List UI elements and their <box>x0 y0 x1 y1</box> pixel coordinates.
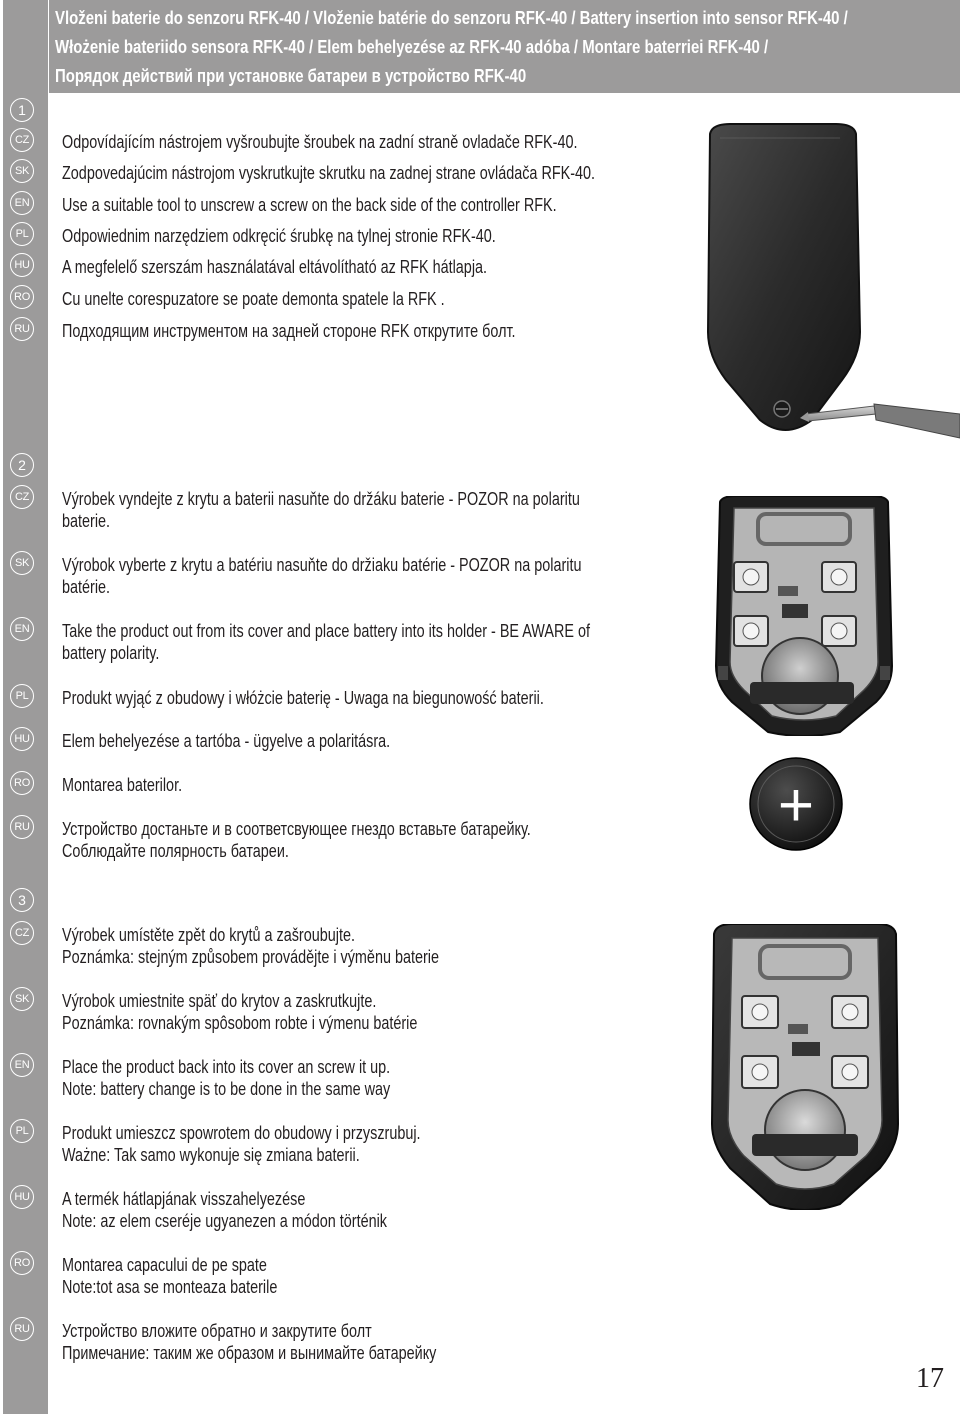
step-1-text-en: Use a suitable tool to unscrew a screw on the back side of the controller RFK. <box>62 195 557 215</box>
lang-badge-ru: RU <box>10 1317 34 1341</box>
lang-badge-cz: CZ <box>10 921 34 945</box>
header-line-3: Порядок действий при установке батареи в устройство RFK-40 <box>55 66 527 86</box>
coin-battery-illustration <box>748 756 844 852</box>
step-2-text-ru-line1: Устройство достаньте и в соответсвующее гнездо вставьте батарейку. <box>62 819 531 839</box>
step-3-text-ru-line2: Примечание: таким же образом и вынимайте батарейку <box>62 1343 437 1363</box>
step-3-text-ro-line1: Montarea capacului de pe spate <box>62 1255 267 1275</box>
step-3-text-ro-line2: Note:tot asa se monteaza baterile <box>62 1277 278 1297</box>
lang-badge-en: EN <box>10 617 34 641</box>
lang-badge-hu: HU <box>10 253 34 277</box>
lang-badge-pl: PL <box>10 222 34 246</box>
lang-badge-ro: RO <box>10 771 34 795</box>
step-3-text-cz-line1: Výrobek umístěte zpět do krytů a zašroubujte. <box>62 925 355 945</box>
lang-badge-hu: HU <box>10 1185 34 1209</box>
lang-badge-ru: RU <box>10 815 34 839</box>
header-line-1: Vloženi baterie do senzoru RFK-40 / Vloženie batérie do senzoru RFK-40 / Battery insertion into sensor RFK-40 / <box>55 8 848 28</box>
battery-plus-symbol: + <box>777 771 815 840</box>
step-1-text-pl: Odpowiednim narzędziem odkręcić śrubkę na tylnej stronie RFK-40. <box>62 226 496 246</box>
step-3-text-en-line2: Note: battery change is to be done in the same way <box>62 1079 391 1099</box>
step-2-text-sk-line2: batérie. <box>62 577 111 597</box>
step-1-text-cz: Odpovídajícím nástrojem vyšroubujte šroubek na zadní straně ovladače RFK-40. <box>62 132 578 152</box>
header <box>49 0 960 93</box>
lang-badge-pl: PL <box>10 684 34 708</box>
step-2-text-en-line1: Take the product out from its cover and place battery into its holder - BE AWARE of <box>62 621 590 641</box>
lang-badge-ru: RU <box>10 317 34 341</box>
step-2-number: 2 <box>10 453 34 477</box>
lang-badge-cz: CZ <box>10 485 34 509</box>
step-3-number: 3 <box>10 888 34 912</box>
step-2-text-en-line2: battery polarity. <box>62 643 160 663</box>
step-2-text-ru-line2: Соблюдайте полярность батареи. <box>62 841 289 861</box>
step-3-text-en-line1: Place the product back into its cover an screw it up. <box>62 1057 391 1077</box>
lang-badge-cz: CZ <box>10 128 34 152</box>
open-remote-pcb-illustration <box>712 496 896 736</box>
step-3-text-hu-line1: A termék hátlapjának visszahelyezése <box>62 1189 306 1209</box>
reassembled-remote-illustration <box>708 924 902 1210</box>
step-3-text-sk-line2: Poznámka: rovnakým spôsobom robte i výmenu batérie <box>62 1013 418 1033</box>
step-3-text-sk-line1: Výrobok umiestnite späť do krytov a zaskrutkujte. <box>62 991 377 1011</box>
step-3-text-pl-line1: Produkt umieszcz spowrotem do obudowy i przyszrubuj. <box>62 1123 421 1143</box>
step-2-text-sk-line1: Výrobok vyberte z krytu a batériu nasuňte do držiaku batérie - POZOR na polaritu <box>62 555 582 575</box>
step-2-text-ro-line1: Montarea baterilor. <box>62 775 183 795</box>
step-2-text-hu-line1: Elem behelyezése a tartóba - ügyelve a polaritásra. <box>62 731 391 751</box>
lang-badge-sk: SK <box>10 987 34 1011</box>
step-1-text-sk: Zodpovedajúcim nástrojom vyskrutkujte skrutku na zadnej strane ovládača RFK-40. <box>62 163 596 183</box>
lang-badge-sk: SK <box>10 159 34 183</box>
lang-badge-en: EN <box>10 1053 34 1077</box>
step-1-text-hu: A megfelelő szerszám használatával eltávolítható az RFK hátlapja. <box>62 257 488 277</box>
step-1-text-ru: Подходящим инструментом на задней стороне RFK открутите болт. <box>62 321 516 341</box>
lang-badge-ro: RO <box>10 1251 34 1275</box>
step-2-text-cz-line2: baterie. <box>62 511 111 531</box>
step-2-text-pl-line1: Produkt wyjąć z obudowy i włóżcie baterię - Uwaga na biegunowość baterii. <box>62 688 544 708</box>
step-3-text-hu-line2: Note: az elem cseréje ugyanezen a módon történik <box>62 1211 387 1231</box>
step-1-text-ro: Cu unelte corespuzatore se poate demonta spatele la RFK . <box>62 289 445 309</box>
lang-badge-en: EN <box>10 191 34 215</box>
lang-badge-ro: RO <box>10 285 34 309</box>
remote-back-cover-illustration <box>690 118 960 440</box>
header-line-2: Włożenie bateriido sensora RFK-40 / Elem behelyezése az RFK-40 adóba / Montare baterriei RFK-40 / <box>55 37 769 57</box>
step-3-text-ru-line1: Устройство вложите обратно и закрутите болт <box>62 1321 372 1341</box>
step-3-text-pl-line2: Ważne: Tak samo wykonuje się zmiana baterii. <box>62 1145 360 1165</box>
step-3-text-cz-line2: Poznámka: stejným způsobem provádějte i výměnu baterie <box>62 947 439 967</box>
page-number: 17 <box>916 1363 944 1394</box>
lang-badge-sk: SK <box>10 551 34 575</box>
step-1-number: 1 <box>10 98 34 122</box>
lang-badge-pl: PL <box>10 1119 34 1143</box>
lang-badge-hu: HU <box>10 727 34 751</box>
step-2-text-cz-line1: Výrobek vyndejte z krytu a baterii nasuňte do držáku baterie - POZOR na polaritu <box>62 489 580 509</box>
